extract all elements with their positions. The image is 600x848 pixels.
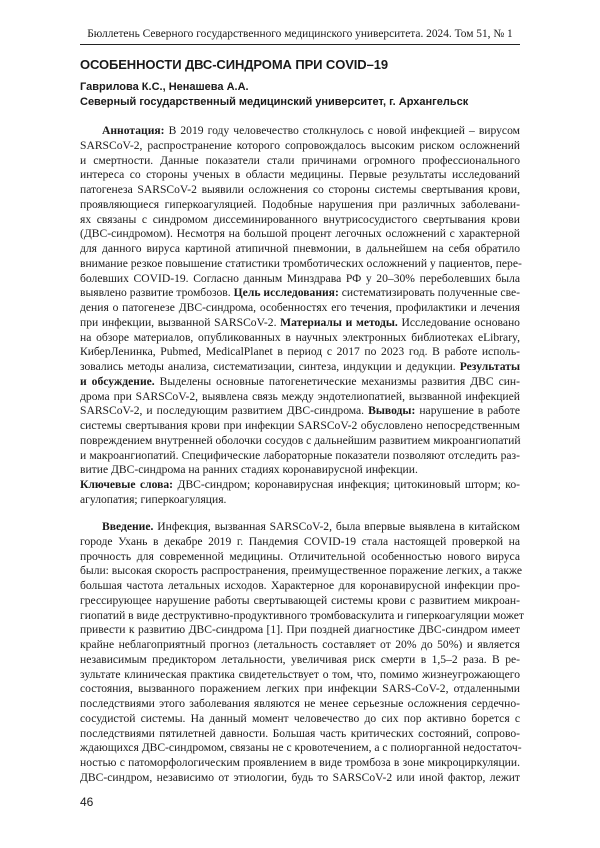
- intro-line: состояния, вызванного поражением легких при инфекции SARS-CoV-2, отдаленными: [80, 682, 520, 696]
- intro-line: сосудистой системы. На данный момент человечество до сих пор активно борется с: [80, 711, 520, 725]
- abstract-label: Аннотация:: [102, 124, 165, 137]
- abstract-line: ях связаны с синдромом диссеминированного внутрисосудистого свертывания крови: [80, 212, 520, 226]
- intro-line: привести к развитию ДВС-синдрома [1]. При поздней диагностике ДВС-синдром имеет: [80, 623, 520, 637]
- abstract-line: патогенеза SARSCoV-2 выявили осложнения со стороны системы свертывания крови,: [80, 183, 520, 196]
- abstract-label: Выводы:: [368, 404, 416, 418]
- abstract-line: болевших COVID-19. Согласно данным Минздрава РФ у 20–30% переболевших была: [80, 271, 520, 285]
- abstract-line: повреждением внутренней оболочки сосудов с дальнейшим развитием микроангиопатий: [80, 433, 521, 447]
- intro-label: Введение.: [102, 520, 154, 533]
- keywords-line: агулопатия; гиперкоагуляция.: [80, 492, 227, 506]
- abstract-text: Исследование основано: [397, 315, 520, 329]
- abstract-text: систематизировать полученные све-: [338, 286, 520, 300]
- abstract-line: [80, 316, 520, 331]
- intro-line: большая частота летальных исходов. Характерное для коронавирусной инфекции про-: [80, 579, 520, 592]
- intro-line: зультате клиническая практика свидетельствует о том, что, помимо жизнеугрожающего: [80, 667, 520, 681]
- intro-line: гиопатий в виде деструктивно-продуктивного тромбоваскулита и гиперкоагуляции может: [80, 608, 524, 622]
- abstract-line: системы свертывания крови при инфекции SARSCoV-2 обусловлено непосредственным: [80, 419, 520, 432]
- intro-line: последствиями этого заболевания являются не менее серьезные осложнения сердечно-: [80, 697, 520, 710]
- abstract-line: [80, 286, 520, 301]
- header-divider: [80, 44, 520, 45]
- abstract-line: на обзоре материалов, опубликованных в научных электронных библиотеках eLibrary,: [80, 330, 520, 344]
- intro-line: независимым предиктором летальности, увеличивая риск смерти в 1,5–2 раза. В ре-: [80, 652, 520, 666]
- abstract-text: выявлено развитие тромбозов.: [80, 286, 234, 300]
- abstract-label: Материалы и методы.: [280, 315, 398, 329]
- abstract-line: [80, 124, 520, 139]
- journal-header: Бюллетень Северного государственного медицинского университета. 2024. Том 51, № 1: [87, 28, 513, 40]
- intro-text: Инфекция, вызванная SARSCoV-2, была впервые выявлена в китайском: [153, 520, 520, 533]
- intro-line: последствиями пятилетней давности. Большая часть критических состояний, сопрово-: [80, 726, 520, 740]
- abstract-text: нарушение в работе: [415, 404, 521, 418]
- article-affiliation: Северный государственный медицинский университет, г. Архангельск: [80, 96, 469, 108]
- intro-line: грессирующее нарушение работы свертывающей системы крови с развитием микроан-: [80, 593, 520, 607]
- abstract-text: SARSCoV-2, и последующим развитием ДВС-синдрома.: [80, 404, 369, 418]
- abstract-label: Цель исследования:: [233, 286, 339, 300]
- abstract-line: (ДВС-синдромом). Несмотря на большой процент легочных осложнений с характерной: [80, 227, 520, 241]
- intro-line: прочность для современной медицины. Отличительной особенностью нового вируса: [80, 549, 520, 563]
- abstract-label: Результаты: [459, 360, 520, 373]
- intro-line: городе Ухань в декабре 2019 г. Пандемия COVID-19 стала настоящей проверкой на: [80, 534, 520, 548]
- abstract-line: [80, 360, 520, 375]
- abstract-text: Выделены основные патогенетические механизмы развития ДВС син-: [154, 374, 520, 388]
- abstract-text: В 2019 году человечество столкнулось с новой инфекцией – вирусом: [164, 124, 520, 137]
- abstract-line: и смертности. Данные показатели стали причинами огромного профессионального: [80, 153, 520, 167]
- intro-line: были: высокая скорость распространения, преимущественное поражение легких, а также: [80, 564, 523, 578]
- article-authors: Гаврилова К.С., Ненашева А.А.: [80, 81, 249, 93]
- abstract-line: дения о патогенезе ДВС-синдрома, особенностях его течения, профилактики и лечения: [80, 301, 520, 314]
- keywords-line: [80, 478, 520, 493]
- intro-line: крайне неблагоприятный прогноз (летальность составляет от 20% до 50%) и является: [80, 638, 520, 651]
- abstract-line: витие ДВС-синдрома на ранних стадиях коронавирусной инфекции.: [80, 463, 418, 477]
- abstract-line: дрома при SARSCoV-2, выявлена связь между эндотелиопатией, вызванной инфекцией: [80, 389, 520, 403]
- abstract-line: для данного вируса картиной атипичной пневмонии, в дальнейшем на себя обратило: [80, 242, 520, 255]
- abstract-line: внимание резкое повышение статистики тромботических осложнений у пациентов, пере-: [80, 256, 522, 270]
- abstract-line: [80, 404, 520, 419]
- abstract-line: и макроангиопатий. Специфические лабораторные показатели позволяют отследить раз-: [80, 448, 520, 462]
- article-title: ОСОБЕННОСТИ ДВС-СИНДРОМА ПРИ COVID–19: [80, 57, 388, 72]
- abstract-text: при инфекции, вызванной SARSCoV-2.: [80, 315, 281, 329]
- intro-line: [80, 520, 520, 535]
- abstract-label: и обсуждение.: [80, 374, 155, 388]
- intro-line: ностью с патоморфологическим проявлением в виде тромбоза в зоне микроциркуляции.: [80, 756, 520, 769]
- abstract: [80, 124, 520, 508]
- page-number: 46: [80, 795, 94, 809]
- abstract-text: зовались методы анализа, систематизации, синтеза, индукции и дедукции.: [80, 360, 460, 373]
- intro-line: ждающихся ДВС-синдромом, связаны не с кровотечением, а с полиорганной недостаточ-: [80, 741, 522, 755]
- introduction: [80, 520, 524, 786]
- keywords-label: Ключевые слова:: [80, 478, 174, 491]
- intro-line: ДВС-синдром, независимо от этиологии, будь то SARSCoV-2 или иной фактор, лежит: [80, 770, 520, 784]
- abstract-line: SARSCoV-2, распространение которого сопровождалось высоким риском осложнений: [80, 138, 520, 152]
- abstract-line: КиберЛенинка, Pubmed, MedicalPlanet в период с 2017 по 2023 год. В работе исполь-: [80, 345, 520, 359]
- abstract-line: проявляющиеся гиперкоагуляцией. Подобные нарушения при различных заболевани-: [80, 197, 520, 211]
- abstract-line: интереса со стороны ученых в области медицины. Первые результаты исследований: [80, 168, 520, 182]
- keywords-text: ДВС-синдром; коронавирусная инфекция; цитокиновый шторм; ко-: [173, 478, 520, 491]
- abstract-line: [80, 375, 520, 390]
